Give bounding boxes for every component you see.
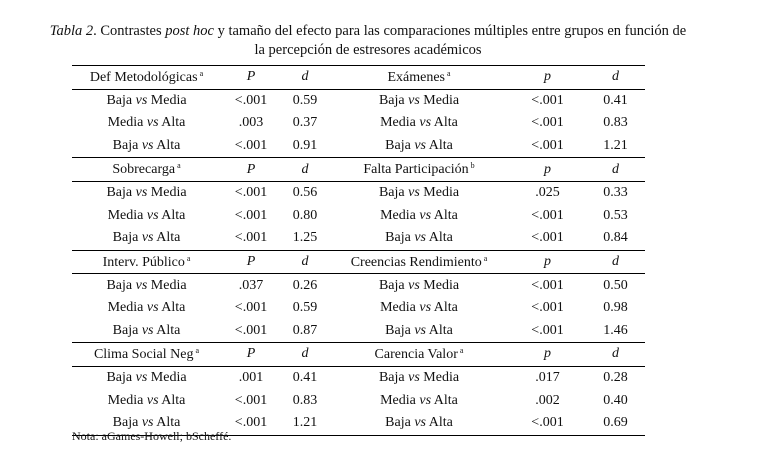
group-b: Alta <box>161 115 186 131</box>
p-value: <.001 <box>531 115 564 131</box>
factor-title-sup: a <box>446 68 451 78</box>
vs-label: vs <box>414 322 426 338</box>
factor-title-sup: a <box>483 253 488 263</box>
group-b: Alta <box>156 138 181 154</box>
p-header: p <box>509 343 586 367</box>
caption-line2: la percepción de estresores académicos <box>254 42 482 58</box>
factor-title <box>72 250 221 274</box>
factor-title <box>329 250 509 274</box>
group-a: Media <box>107 392 144 408</box>
group-b: Alta <box>428 322 453 338</box>
group-b: Media <box>423 185 460 201</box>
d-value: 1.25 <box>292 230 318 246</box>
group-b: Media <box>423 277 460 293</box>
group-a: Baja <box>106 370 133 386</box>
caption-italic: post hoc <box>165 23 214 39</box>
group-b: Alta <box>433 207 458 223</box>
d-value: 0.87 <box>292 322 318 338</box>
vs-label: vs <box>408 92 420 108</box>
comparison-cell <box>329 366 509 389</box>
group-a: Baja <box>112 138 139 154</box>
comparison-cell <box>329 297 509 320</box>
comparison-cell <box>72 227 221 250</box>
vs-label: vs <box>414 415 426 431</box>
d-header: d <box>586 66 645 90</box>
comparison-cell <box>329 412 509 435</box>
factor-title-text: Sobrecarga <box>112 162 176 178</box>
factor-header-row <box>72 250 645 274</box>
table-row <box>72 135 645 158</box>
p-value: <.001 <box>531 300 564 316</box>
group-a: Media <box>380 207 416 223</box>
vs-label: vs <box>414 138 426 154</box>
caption-label: Tabla 2 <box>49 23 94 39</box>
group-a: Media <box>107 300 144 316</box>
d-value: 1.46 <box>603 322 628 338</box>
d-value: 0.83 <box>603 115 628 131</box>
p-header: P <box>221 343 281 367</box>
p-value: <.001 <box>234 138 268 154</box>
factor-title-sup: a <box>186 253 191 263</box>
p-value: <.001 <box>531 322 564 338</box>
factor-title <box>72 66 221 90</box>
p-value: <.001 <box>509 412 586 435</box>
p-value: <.001 <box>531 138 564 154</box>
factor-title <box>329 66 509 90</box>
group-a: Baja <box>385 138 411 154</box>
p-value: <.001 <box>234 92 268 108</box>
group-b: Media <box>150 277 187 293</box>
comparison-cell <box>72 181 221 204</box>
table-row <box>72 320 645 343</box>
table-row <box>72 366 645 389</box>
group-b: Media <box>423 92 460 108</box>
group-a: Baja <box>378 370 405 386</box>
vs-label: vs <box>135 277 148 293</box>
group-b: Media <box>150 92 187 108</box>
factor-title-sup: a <box>199 68 204 78</box>
d-value: 0.59 <box>292 300 318 316</box>
group-a: Media <box>380 115 416 131</box>
d-value: 0.56 <box>292 185 318 201</box>
comparison-cell <box>72 89 221 112</box>
p-value: .002 <box>535 392 560 408</box>
comparison-cell <box>329 320 509 343</box>
p-value: <.001 <box>221 412 281 435</box>
p-header: p <box>509 158 586 182</box>
vs-label: vs <box>141 230 154 246</box>
comparison-cell <box>72 366 221 389</box>
factor-title-sup: a <box>195 345 200 355</box>
p-value: <.001 <box>531 230 564 246</box>
contrasts-table-body <box>72 66 645 436</box>
group-b: Alta <box>161 300 186 316</box>
comparison-cell <box>72 297 221 320</box>
group-b: Media <box>150 370 187 386</box>
d-header: d <box>586 343 645 367</box>
vs-label: vs <box>414 230 426 246</box>
vs-label: vs <box>135 185 148 201</box>
d-value: 0.50 <box>603 277 628 293</box>
vs-label: vs <box>141 415 154 431</box>
vs-label: vs <box>408 185 420 201</box>
vs-label: vs <box>419 115 432 131</box>
factor-title <box>329 343 509 367</box>
comparison-cell <box>329 89 509 112</box>
contrasts-table <box>72 65 645 436</box>
group-b: Media <box>150 185 187 201</box>
table-row <box>72 274 645 297</box>
factor-title-text: Def Metodológicas <box>89 69 198 85</box>
p-value: .001 <box>238 370 264 386</box>
d-value: 0.40 <box>603 392 628 408</box>
d-header: d <box>281 66 329 90</box>
d-value: 0.41 <box>292 370 318 386</box>
p-value: .037 <box>238 277 264 293</box>
p-header: P <box>221 66 281 90</box>
group-b: Alta <box>433 392 458 408</box>
d-value: 1.21 <box>281 412 329 435</box>
vs-label: vs <box>408 277 420 293</box>
group-a: Baja <box>106 277 133 293</box>
group-b: Media <box>423 370 460 386</box>
vs-label: vs <box>146 300 159 316</box>
caption-text-before: . Contrastes <box>93 23 166 39</box>
group-a: Media <box>107 115 144 131</box>
p-value: <.001 <box>531 92 564 108</box>
group-b: Alta <box>433 115 458 131</box>
factor-header-row <box>72 66 645 90</box>
group-a: Media <box>107 207 144 223</box>
group-b: Alta <box>161 392 186 408</box>
p-value: <.001 <box>234 185 268 201</box>
comparison-cell <box>329 181 509 204</box>
group-b: Alta <box>156 230 181 246</box>
d-header: d <box>281 250 329 274</box>
factor-title-text: Interv. Público <box>102 254 185 270</box>
d-header: d <box>281 343 329 367</box>
vs-label: vs <box>419 392 432 408</box>
d-value: 0.91 <box>292 138 318 154</box>
d-value: 0.33 <box>603 185 628 201</box>
factor-title <box>72 343 221 367</box>
d-value: 1.21 <box>603 138 628 154</box>
comparison-cell <box>72 135 221 158</box>
comparison-cell <box>329 389 509 412</box>
p-value: <.001 <box>234 230 268 246</box>
d-value: 0.53 <box>603 207 628 223</box>
caption-text-after: y tamaño del efecto para las comparaciones múltiples entre grupos en función de <box>213 23 687 39</box>
group-b: Alta <box>161 207 186 223</box>
group-a: Media <box>380 392 416 408</box>
d-value: 0.28 <box>603 370 628 386</box>
group-b: Alta <box>156 322 181 338</box>
vs-label: vs <box>146 207 159 223</box>
group-a: Media <box>380 300 416 316</box>
factor-title <box>329 158 509 182</box>
d-value: 0.69 <box>586 412 645 435</box>
comparison-cell <box>329 112 509 135</box>
p-value: <.001 <box>234 300 268 316</box>
group-b: Alta <box>428 138 453 154</box>
table-row <box>72 112 645 135</box>
comparison-cell <box>329 205 509 228</box>
table-row <box>72 89 645 112</box>
d-value: 0.80 <box>292 207 318 223</box>
p-header: P <box>221 250 281 274</box>
table-row <box>72 181 645 204</box>
table-note: Nota: aGames-Howell; bScheffé. <box>72 429 232 443</box>
factor-header-row <box>72 158 645 182</box>
p-value: <.001 <box>531 277 564 293</box>
group-a: Baja <box>378 185 405 201</box>
table-row <box>72 227 645 250</box>
group-a: Baja <box>106 185 133 201</box>
group-b: Alta <box>433 300 458 316</box>
comparison-cell <box>72 320 221 343</box>
factor-title-text: Falta Participación <box>363 162 469 178</box>
p-value: <.001 <box>234 207 268 223</box>
factor-title-text: Creencias Rendimiento <box>350 254 482 270</box>
table-row <box>72 205 645 228</box>
vs-label: vs <box>146 392 159 408</box>
d-header: d <box>586 158 645 182</box>
group-a: Baja <box>112 322 139 338</box>
vs-label: vs <box>419 207 432 223</box>
factor-title <box>72 158 221 182</box>
factor-title-text: Clima Social Neg <box>93 346 194 362</box>
vs-label: vs <box>408 370 420 386</box>
factor-title-sup: a <box>177 161 181 171</box>
vs-label: vs <box>419 300 432 316</box>
d-value: 0.37 <box>292 115 318 131</box>
factor-title-text: Carencia Valor <box>374 346 458 362</box>
group-a: Baja <box>385 230 411 246</box>
comparison-cell <box>329 274 509 297</box>
d-value: 0.84 <box>603 230 628 246</box>
table-row <box>72 389 645 412</box>
d-value: 0.83 <box>292 392 318 408</box>
p-value: <.001 <box>234 322 268 338</box>
p-value: .003 <box>238 115 264 131</box>
d-value: 0.59 <box>292 92 318 108</box>
comparison-cell <box>72 112 221 135</box>
vs-label: vs <box>141 138 154 154</box>
comparison-cell <box>329 135 509 158</box>
vs-label: vs <box>135 370 148 386</box>
comparison-cell <box>72 274 221 297</box>
vs-label: vs <box>135 92 148 108</box>
table-caption <box>18 22 718 60</box>
factor-title-sup: a <box>459 345 464 355</box>
group-a: Baja <box>112 415 139 431</box>
table-row <box>72 297 645 320</box>
d-header: d <box>586 250 645 274</box>
d-header: d <box>281 158 329 182</box>
vs-label: vs <box>146 115 159 131</box>
group-a: Baja <box>385 415 411 431</box>
group-a: Baja <box>106 92 133 108</box>
group-a: Baja <box>378 92 405 108</box>
group-b: Alta <box>428 230 453 246</box>
comparison-cell <box>72 389 221 412</box>
p-value: <.001 <box>234 392 268 408</box>
factor-title-text: Exámenes <box>387 69 445 85</box>
comparison-cell <box>72 205 221 228</box>
d-value: 0.26 <box>292 277 318 293</box>
factor-title-sup: b <box>470 161 475 171</box>
group-b: Alta <box>156 415 181 431</box>
p-header: P <box>221 158 281 182</box>
vs-label: vs <box>141 322 154 338</box>
p-value: .017 <box>535 370 560 386</box>
group-a: Baja <box>385 322 411 338</box>
d-value: 0.98 <box>603 300 628 316</box>
p-header: p <box>509 66 586 90</box>
p-header: p <box>509 250 586 274</box>
group-b: Alta <box>428 415 453 431</box>
p-value: <.001 <box>531 207 564 223</box>
p-value: .025 <box>535 185 560 201</box>
factor-header-row <box>72 343 645 367</box>
d-value: 0.41 <box>603 92 628 108</box>
comparison-cell <box>329 227 509 250</box>
group-a: Baja <box>378 277 405 293</box>
group-a: Baja <box>112 230 139 246</box>
